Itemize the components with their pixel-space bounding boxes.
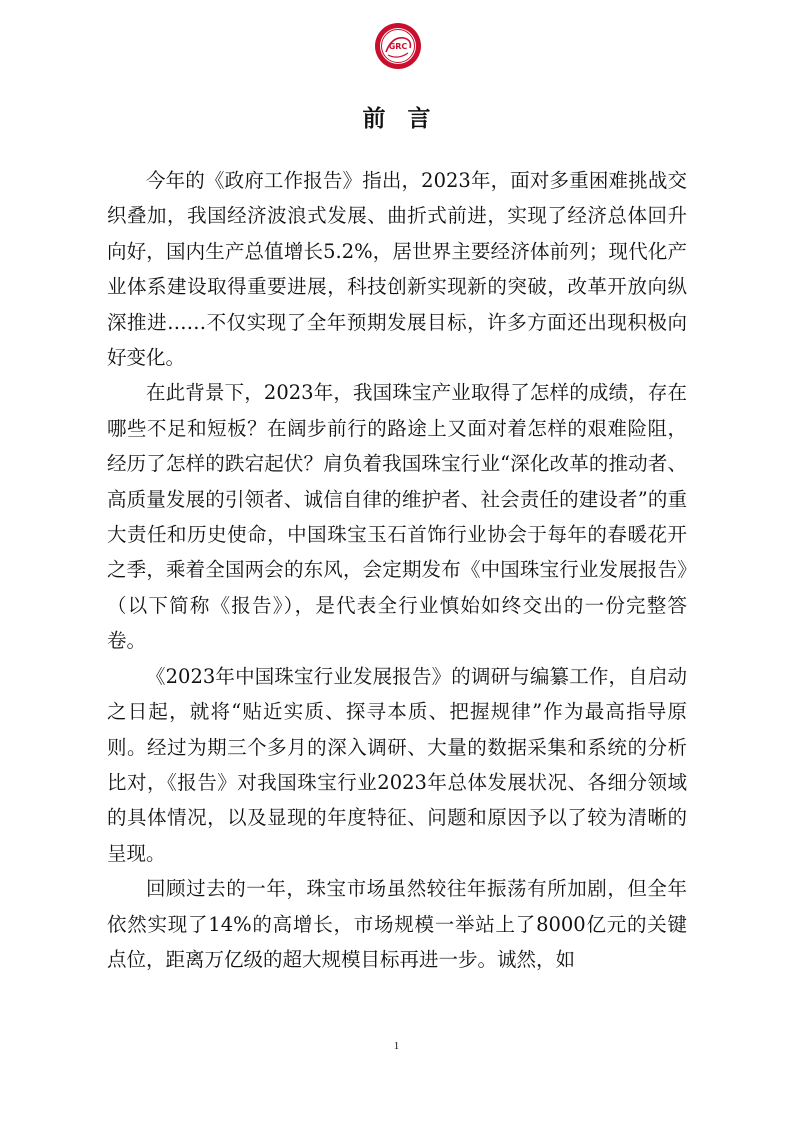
- paragraph-1: 今年的《政府工作报告》指出，2023年，面对多重困难挑战交织叠加，我国经济波浪式发展、曲折式前进，实现了经济总体回升向好，国内生产总值增长5.2%，居世界主要经济体前列；现代化产业体系建设取得重要进展，科技创新实现新的突破，改革开放向纵深推进……不仅实现了全年预期发展目标，许多方面还出现积极向好变化。: [107, 169, 687, 370]
- page-number: 1: [393, 1040, 400, 1052]
- paragraph-3: 《2023年中国珠宝行业发展报告》的调研与编纂工作，自启动之日起，就将“贴近实质、探寻本质、把握规律”作为最高指导原则。经过为期三个多月的深入调研、大量的数据采集和系统的分析比对，《报告》对我国珠宝行业2023年总体发展状况、各细分领域的具体情况，以及显现的年度特征、问题和原因予以了较为清晰的呈现。: [107, 664, 687, 865]
- logo-text: GRC: [388, 42, 408, 51]
- paragraph-4: 回顾过去的一年，珠宝市场虽然较往年振荡有所加剧，但全年依然实现了14%的高增长，市场规模一举站上了8000亿元的关键点位，距离万亿级的超大规模目标再进一步。诚然，如: [107, 877, 687, 971]
- body-text: [107, 163, 687, 977]
- association-logo-icon: [374, 22, 422, 70]
- page-title: 前言: [362, 105, 453, 132]
- paragraph-2: 在此背景下，2023年，我国珠宝产业取得了怎样的成绩，存在哪些不足和短板？在阔步前行的路途上又面对着怎样的艰难险阻，经历了怎样的跌宕起伏？肩负着我国珠宝行业“深化改革的推动者、高质量发展的引领者、诚信自律的维护者、社会责任的建设者”的重大责任和历史使命，中国珠宝玉石首饰行业协会于每年的春暖花开之季，乘着全国两会的东风，会定期发布《中国珠宝行业发展报告》（以下简称《报告》），是代表全行业慎始如终交出的一份完整答卷。: [107, 381, 687, 653]
